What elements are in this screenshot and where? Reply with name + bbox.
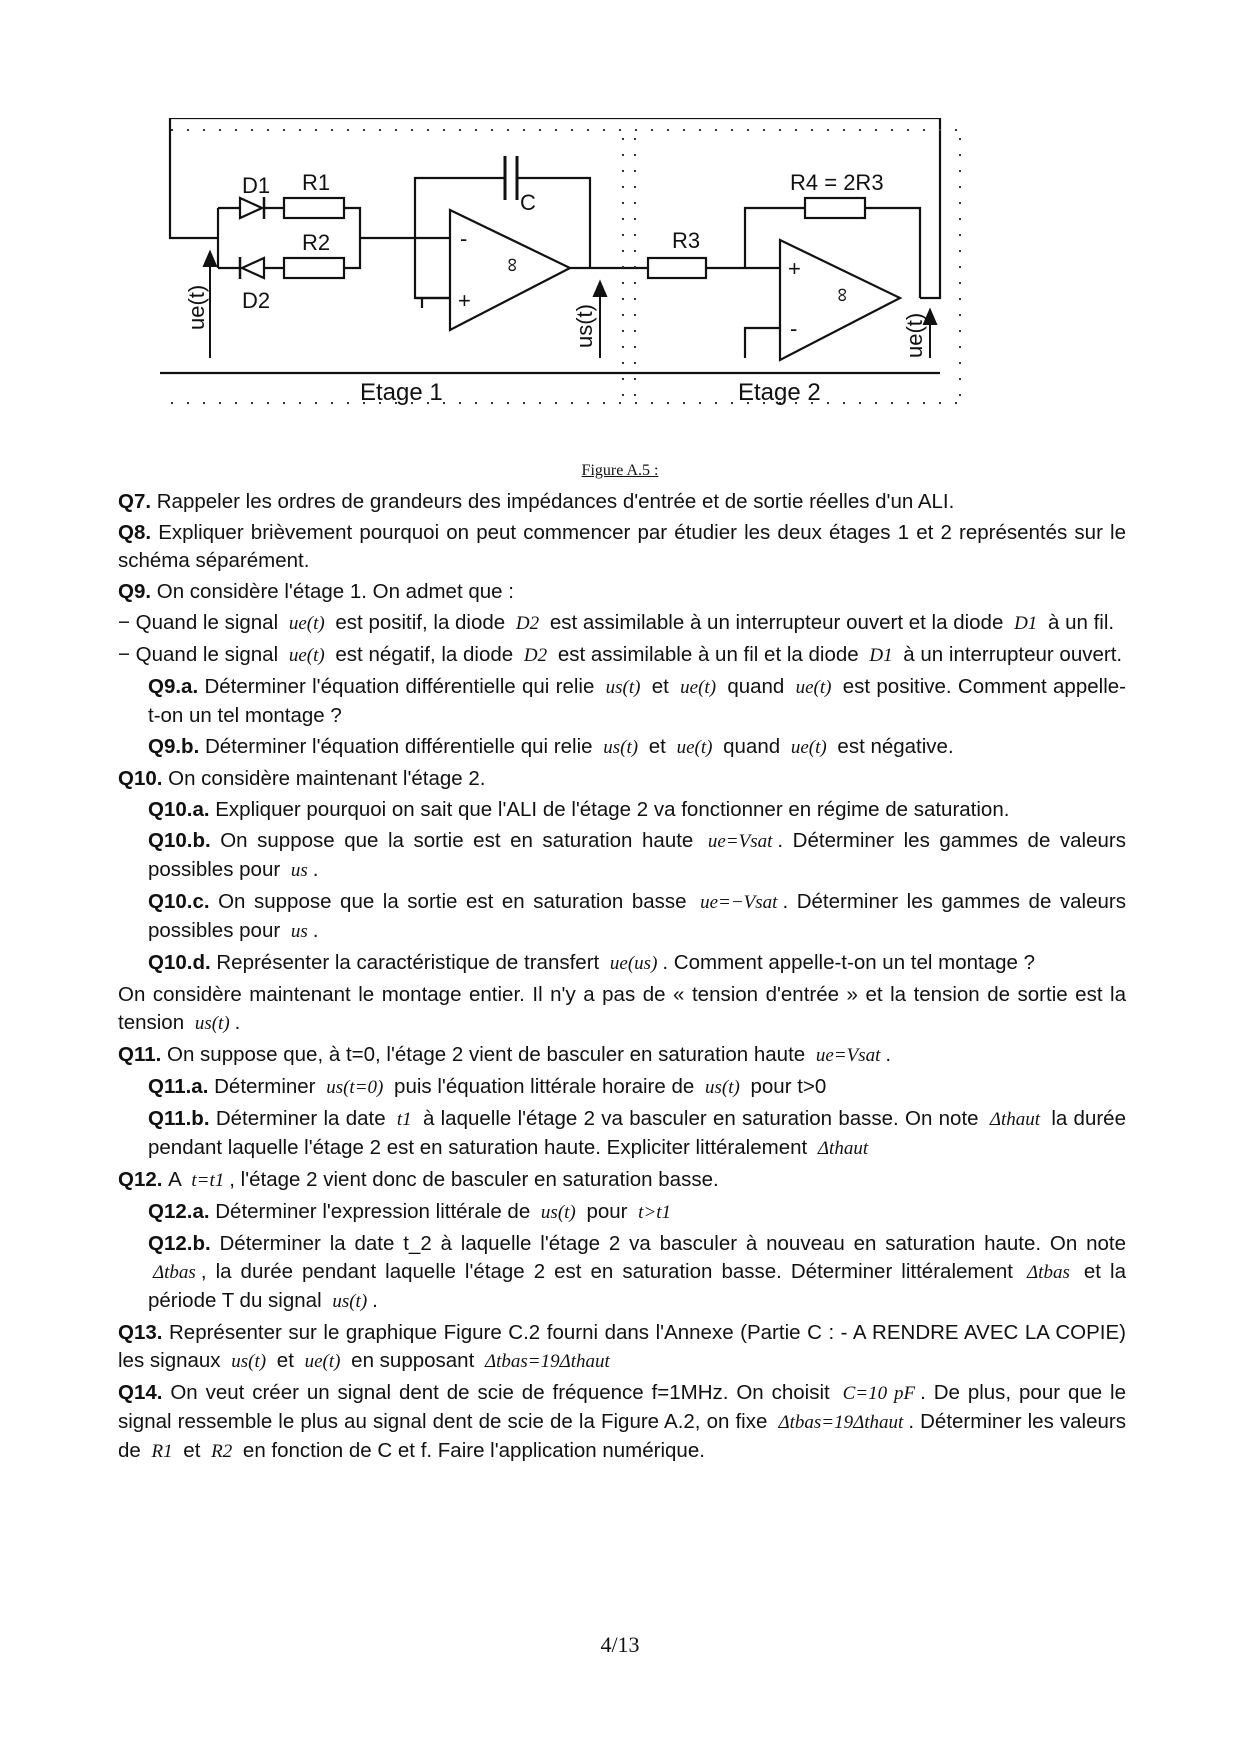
math-expression: R2 [211, 1441, 233, 1462]
question-text: est positif, la diode [329, 611, 511, 634]
label-stage1: Etage 1 [360, 379, 443, 406]
question-number: Q8. [118, 521, 159, 544]
question-text: pour [580, 1200, 634, 1223]
label-r1: R1 [302, 170, 331, 195]
math-expression: Δthaut [989, 1109, 1041, 1130]
math-expression: ue(t) [288, 613, 325, 634]
question-paragraph [118, 578, 1126, 606]
question-text: est assimilable à un interrupteur ouvert et la diode [544, 611, 1010, 634]
math-expression: us(t) [603, 737, 639, 758]
question-paragraph [118, 981, 1126, 1038]
question-text: Expliquer pourquoi on sait que l'ALI de l'étage 2 va fonctionner en régime de saturation. [215, 798, 1010, 821]
opamp1-plus: + [458, 288, 471, 313]
label-us: us(t) [572, 304, 597, 348]
math-expression: ue(t) [676, 737, 713, 758]
question-paragraph [148, 1198, 1126, 1227]
question-text: On considère maintenant le montage entier. Il n'y a pas de « tension d'entrée » et la tension de sortie est la tension [118, 983, 1126, 1034]
math-expression: ue(us) [609, 953, 658, 974]
circuit-figure [160, 118, 1080, 463]
math-expression: t>t1 [638, 1202, 672, 1223]
opamp2-minus: - [790, 316, 798, 341]
question-paragraph [148, 1073, 1126, 1102]
question-text: en supposant [345, 1349, 480, 1372]
question-text: et la période T du signal [148, 1260, 1126, 1312]
math-expression: Δtbas=19Δthaut [484, 1351, 610, 1372]
question-paragraph [148, 888, 1126, 946]
math-expression: ue=−Vsat [700, 892, 778, 913]
question-text: A [168, 1168, 187, 1191]
question-number: Q12.a. [148, 1200, 216, 1223]
opamp2-infinity: ∞ [831, 287, 853, 302]
figure-caption: Figure A.5 : [581, 462, 659, 479]
question-text: Expliquer brièvement pourquoi on peut commencer par étudier les deux étages 1 et 2 représentés sur le schéma séparément. [118, 521, 1126, 572]
question-text: est positive. Comment appelle-t-on un tel montage ? [148, 675, 1126, 727]
question-number: Q9. [118, 580, 157, 603]
label-d1: D1 [242, 173, 271, 198]
label-r4: R4 = 2R3 [790, 170, 884, 195]
question-list [118, 488, 1126, 1469]
opamp2-plus: + [788, 256, 801, 281]
question-paragraph [118, 1166, 1126, 1195]
label-stage2: Etage 2 [738, 379, 821, 406]
math-expression: us(t) [231, 1351, 267, 1372]
question-paragraph [148, 796, 1126, 824]
question-text: et [271, 1349, 300, 1372]
question-number: Q12. [118, 1168, 169, 1191]
math-expression: t1 [396, 1109, 412, 1130]
question-text: Déterminer l'équation différentielle qui relie [204, 675, 601, 698]
question-paragraph [118, 1379, 1126, 1466]
question-paragraph [118, 641, 1126, 670]
math-expression: ue=Vsat [707, 831, 773, 852]
question-text: . [372, 1289, 378, 1312]
question-text: . [885, 1043, 892, 1066]
math-expression: us(t) [605, 677, 641, 698]
math-expression: ue(t) [288, 645, 325, 666]
question-text: et [177, 1439, 207, 1462]
question-text: la durée pendant laquelle l'étage 2 est en saturation haute. Expliciter littéralement [148, 1107, 1126, 1159]
label-r2: R2 [302, 230, 331, 255]
math-expression: D1 [1014, 613, 1038, 634]
question-paragraph [118, 609, 1126, 638]
question-text: et [645, 675, 676, 698]
question-text: On suppose que la sortie est en saturation basse [218, 890, 696, 913]
question-text: Déterminer la date t_2 à laquelle l'étage 2 va basculer à nouveau en saturation haute. On note [219, 1232, 1126, 1255]
question-number: Q10.a. [148, 798, 216, 821]
math-expression: ue(t) [680, 677, 717, 698]
question-text: pour t>0 [744, 1075, 827, 1098]
question-paragraph [148, 949, 1126, 978]
question-text: . [234, 1011, 241, 1034]
question-text: , l'étage 2 vient donc de basculer en saturation basse. [229, 1168, 719, 1191]
math-expression: us [290, 860, 308, 881]
question-paragraph [118, 488, 1126, 516]
question-text: , la durée pendant laquelle l'étage 2 est en saturation basse. Déterminer littéralement [200, 1260, 1023, 1283]
label-c: C [520, 190, 536, 215]
math-expression: ue=Vsat [815, 1045, 881, 1066]
math-expression: ue(t) [304, 1351, 341, 1372]
math-expression: Δtbas [1027, 1262, 1070, 1283]
question-paragraph [148, 673, 1126, 730]
opamp1-infinity: ∞ [501, 257, 523, 272]
question-paragraph [118, 1041, 1126, 1070]
capacitor-c [505, 156, 517, 200]
question-number: Q11.b. [148, 1107, 216, 1130]
question-text: Représenter la caractéristique de transfert [216, 951, 605, 974]
question-text: . [312, 858, 319, 881]
question-text: quand [721, 675, 791, 698]
math-expression: us(t) [194, 1013, 230, 1034]
resistor-r1 [284, 198, 344, 218]
resistor-r3 [648, 258, 706, 278]
question-text: On veut créer un signal dent de scie de fréquence f=1MHz. On choisit [170, 1381, 838, 1404]
math-expression: R1 [151, 1441, 173, 1462]
question-text: à un interrupteur ouvert. [897, 643, 1123, 666]
resistor-r4 [805, 198, 865, 218]
page-number: 4/13 [600, 1632, 640, 1657]
question-text: quand [717, 735, 786, 758]
diode-d2 [240, 257, 264, 279]
math-expression: D2 [523, 645, 548, 666]
question-paragraph [148, 1105, 1126, 1163]
opamp1-minus: - [460, 226, 468, 251]
question-text: puis l'équation littérale horaire de [388, 1075, 700, 1098]
question-text: . Déterminer les valeurs de [118, 1410, 1126, 1462]
question-paragraph [118, 519, 1126, 575]
resistor-r2 [284, 258, 344, 278]
math-expression: C=10 pF [842, 1383, 916, 1404]
question-text: et [643, 735, 672, 758]
question-number: Q14. [118, 1381, 171, 1404]
question-paragraph [148, 733, 1126, 762]
question-text: . De plus, pour que le signal ressemble le plus au signal dent de scie de la Figure A.2, on fixe [118, 1381, 1126, 1433]
math-expression: us [290, 921, 308, 942]
math-expression: Δtbas [153, 1262, 196, 1283]
question-number: Q11.a. [148, 1075, 215, 1098]
math-expression: us(t=0) [326, 1077, 384, 1098]
question-paragraph [148, 1230, 1126, 1316]
question-paragraph [118, 1319, 1126, 1376]
question-number: Q9.a. [148, 675, 205, 698]
question-text: Rappeler les ordres de grandeurs des impédances d'entrée et de sortie réelles d'un ALI. [156, 490, 955, 513]
question-paragraph [148, 827, 1126, 885]
math-expression: Δthaut [817, 1138, 869, 1159]
question-text: . Comment appelle-t-on un tel montage ? [662, 951, 1036, 974]
question-text: à un fil. [1042, 611, 1115, 634]
question-number: Q12.b. [148, 1232, 220, 1255]
question-text: Déterminer l'équation différentielle qui relie [204, 735, 599, 758]
math-expression: D1 [869, 645, 893, 666]
math-expression: us(t) [704, 1077, 740, 1098]
question-text: Déterminer la date [215, 1107, 392, 1130]
question-text: Déterminer [214, 1075, 322, 1098]
question-text: On suppose que, à t=0, l'étage 2 vient de basculer en saturation haute [167, 1043, 811, 1066]
label-r3: R3 [672, 228, 701, 253]
question-number: Q10.b. [148, 829, 221, 852]
math-expression: Δtbas=19Δthaut [778, 1412, 904, 1433]
question-text: Déterminer l'expression littérale de [215, 1200, 536, 1223]
question-text: − Quand le signal [118, 643, 284, 666]
question-text: en fonction de C et f. Faire l'application numérique. [237, 1439, 705, 1462]
question-text: est assimilable à un fil et la diode [552, 643, 865, 666]
math-expression: ue(t) [795, 677, 832, 698]
label-ue-left: ue(t) [184, 284, 209, 330]
question-text: à laquelle l'étage 2 va basculer en saturation basse. On note [416, 1107, 985, 1130]
question-paragraph [118, 765, 1126, 793]
question-number: Q11. [118, 1043, 168, 1066]
label-d2: D2 [242, 288, 271, 313]
math-expression: us(t) [332, 1291, 368, 1312]
question-text: . Déterminer les gammes de valeurs possibles pour [148, 890, 1126, 942]
question-number: Q10.d. [148, 951, 217, 974]
question-text: est négative. [831, 735, 954, 758]
diode-d1 [240, 197, 264, 219]
question-text: est négatif, la diode [329, 643, 519, 666]
math-expression: t=t1 [191, 1170, 225, 1191]
question-text: . [312, 919, 319, 942]
question-text: On suppose que la sortie est en saturation haute [220, 829, 703, 852]
question-text: Représenter sur le graphique Figure C.2 fourni dans l'Annexe (Partie C : - A RENDRE AVEC LA COPIE) les signaux [118, 1321, 1126, 1372]
label-ue-right: ue(t) [902, 312, 927, 358]
question-number: Q7. [118, 490, 157, 513]
math-expression: D2 [515, 613, 540, 634]
question-number: Q9.b. [148, 735, 205, 758]
question-text: On considère l'étage 1. On admet que : [156, 580, 514, 603]
question-number: Q10. [118, 767, 169, 790]
question-number: Q10.c. [148, 890, 219, 913]
question-text: On considère maintenant l'étage 2. [168, 767, 486, 790]
question-text: . Déterminer les gammes de valeurs possibles pour [148, 829, 1126, 881]
question-number: Q13. [118, 1321, 169, 1344]
math-expression: ue(t) [790, 737, 827, 758]
question-text: − Quand le signal [118, 611, 284, 634]
math-expression: us(t) [540, 1202, 576, 1223]
